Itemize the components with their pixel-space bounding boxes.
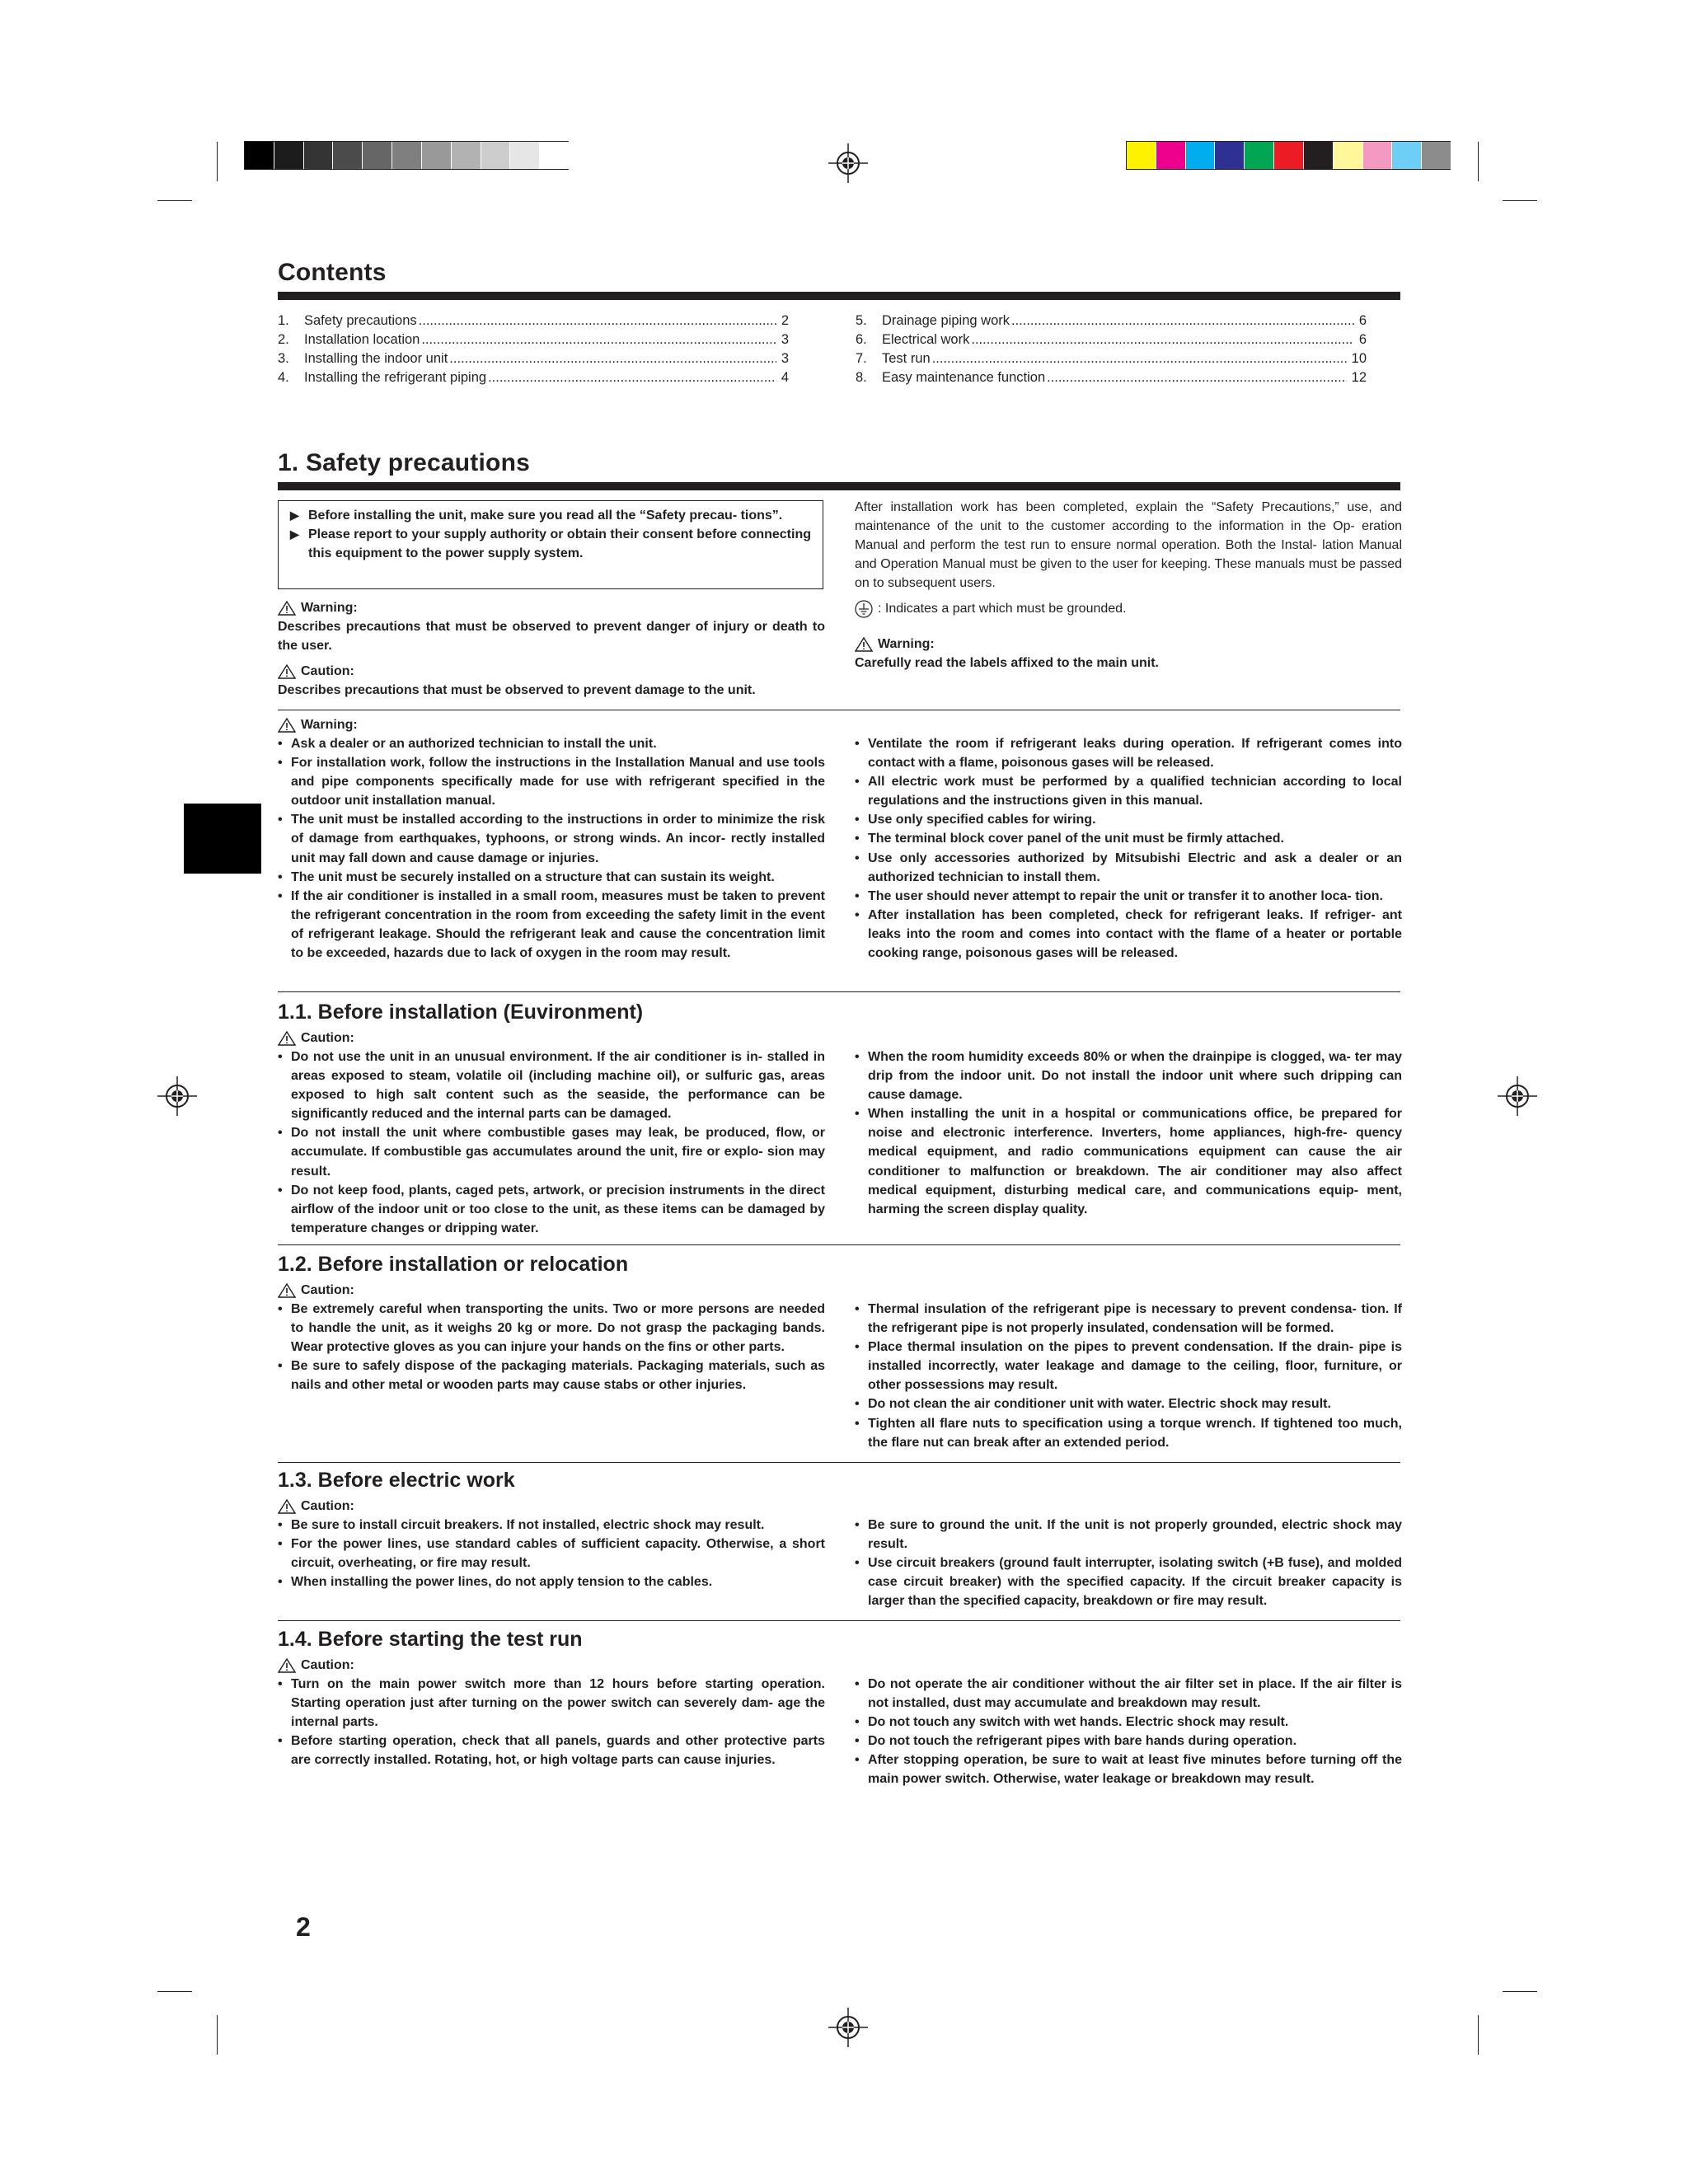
list-item: • The unit must be securely installed on a structure that can sustain its weight. [278,868,825,887]
contents-entry[interactable] [856,368,1367,387]
symbol-legend [278,598,825,700]
leader-dots [971,330,1353,349]
section-1-1-title: 1.1. Before installation (Euvironment) [278,1001,644,1024]
color-swatch [1245,142,1274,169]
color-swatch [1274,142,1304,169]
color-swatch [510,142,540,169]
bullet-list [278,734,825,963]
entry-number: 8. [856,370,867,385]
warning-list-right [855,734,1402,963]
list-item: • After stopping operation, be sure to wait at least five minutes before turning off the main power switch. Otherwise, water leakage or breakdown may result. [855,1750,1402,1788]
list-item: • Ventilate the room if refrigerant leaks during operation. If refrigerant comes into contact with a flame, poisonous gases will be released. [855,734,1402,772]
list-item: • After installation has been completed, check for refrigerant leaks. If refriger- ant leaks into the room and comes into contact with the flame of a heater or portable cooking range, poisonous gases will be released. [855,906,1402,963]
list-item: • Be sure to safely dispose of the packaging materials. Packaging materials, such as nails and other metal or wooden parts may cause stabs or other injuries. [278,1357,825,1394]
bullet-list [278,1047,825,1238]
divider [278,1620,1400,1621]
section-1-2-title: 1.2. Before installation or relocation [278,1253,629,1276]
bullet-list [278,1300,825,1394]
entry-number: 5. [856,313,867,328]
list-item: • All electric work must be performed by a qualified technician according to local regulations and the instructions given in this manual. [855,772,1402,810]
bullet-list [855,1675,1402,1789]
entry-label: Easy maintenance function [882,370,1046,385]
caution-heading [278,1281,825,1300]
entry-label: Electrical work [882,332,970,347]
entry-label: Test run [882,351,931,366]
list-item: • The terminal block cover panel of the unit must be firmly attached. [855,829,1402,848]
entry-label: Installation location [304,332,420,347]
crop-mark [157,1991,192,1992]
color-swatch [274,142,304,169]
entry-number: 1. [278,313,289,328]
contents-entry[interactable] [278,312,789,330]
entry-page: 6 [1358,313,1367,328]
safety-title: 1. Safety precautions [278,449,530,476]
important-notice-box [278,500,823,589]
bullet-list [855,1300,1402,1452]
color-swatch [1363,142,1393,169]
list-item: • Thermal insulation of the refrigerant pipe is necessary to prevent condensa- tion. If the refrigerant pipe is not properly insulated, condensation will be formed. [855,1300,1402,1338]
caution-triangle-icon [278,1283,296,1298]
entry-number: 6. [856,332,867,347]
section-1-4-right [855,1675,1402,1789]
color-swatch [1156,142,1186,169]
entry-number: 7. [856,351,867,366]
intro-column [855,498,1402,673]
warning-list-left [278,715,825,963]
contents-entry[interactable] [856,349,1367,368]
crop-mark [1503,200,1537,201]
divider [278,991,1400,992]
caution-triangle-icon [278,1499,296,1514]
section-1-2-right [855,1300,1402,1452]
warning-triangle-icon [278,718,296,733]
list-item: • Place thermal insulation on the pipes to prevent condensation. If the drain- pipe is installed incorrectly, water leakage and damage to the ceiling, floor, furniture, or other possessions may result. [855,1338,1402,1394]
page-number: 2 [296,1912,311,1942]
contents-list-left [278,312,789,387]
color-swatch [1392,142,1422,169]
list-item: • Be sure to install circuit breakers. If not installed, electric shock may result. [278,1516,825,1535]
list-item: • Use only accessories authorized by Mitsubishi Electric and ask a dealer or an authorized technician to install them. [855,849,1402,887]
ground-note [855,599,1402,618]
caution-heading [278,1656,825,1675]
list-item: • Use circuit breakers (ground fault interrupter, isolating switch (+B fuse), and molded case circuit breaker) with the specified capacity. If the circuit breaker capacity is larger than the specified capacity, breakdown or fire may result. [855,1554,1402,1610]
list-item: • Before starting operation, check that all panels, guards and other protective parts are correctly installed. Rotating, hot, or high voltage parts can cause injuries. [278,1732,825,1769]
registration-mark-icon [828,143,868,183]
color-swatch [245,142,274,169]
section-1-3-title: 1.3. Before electric work [278,1469,515,1492]
leader-dots [932,349,1347,368]
contents-entry[interactable] [856,312,1367,330]
bullet-list [278,1516,825,1591]
warning2-heading [855,635,1402,654]
caution-label: Caution: [301,1658,354,1672]
caution-triangle-icon [278,1658,296,1673]
language-tab [184,804,261,874]
list-item: • Do not clean the air conditioner unit with water. Electric shock may result. [855,1394,1402,1413]
entry-label: Safety precautions [304,313,417,328]
caution-label: Caution: [301,1499,354,1513]
list-item: • Turn on the main power switch more than 12 hours before starting operation. Starting operation just after turning on the power switch can severely dam- age the internal parts. [278,1675,825,1732]
contents-rule [278,292,1400,300]
leader-dots [421,330,776,349]
list-item: • Do not use the unit in an unusual environment. If the air conditioner is in- stalled in areas exposed to steam, volatile oil (including machine oil), or sulfuric gas, areas exposed to high salt content such as the seaside, the performance can be significantly reduced and the internal parts can be damaged. [278,1047,825,1123]
entry-page: 10 [1351,351,1367,366]
crop-mark [217,2015,218,2055]
color-swatch [1334,142,1363,169]
entry-label: Installing the refrigerant piping [304,370,487,385]
entry-number: 3. [278,351,289,366]
registration-mark-icon [157,1076,197,1116]
contents-title: Contents [278,259,387,286]
ground-note-text: : Indicates a part which must be grounded. [878,602,1127,616]
warning-heading [278,598,825,617]
bullet-list [855,734,1402,963]
color-swatch [540,142,570,169]
caution-triangle-icon [278,1031,296,1046]
crop-mark [1503,1991,1537,1992]
section-1-4-left [278,1656,825,1769]
crop-mark [217,142,218,181]
color-swatch [363,142,392,169]
color-swatch [422,142,452,169]
entry-page: 12 [1351,370,1367,385]
list-item: • When installing the unit in a hospital or communications office, be prepared for noise and electronic interference. Inverters, home appliances, high-fre- quency medical equipment, and radio communications equipment can cause the air conditioner to malfunction or breakdown. The air conditioner may also affect medical equipment, disturbing medical care, and communications equip- ment, harming the screen display quality. [855,1104,1402,1219]
list-item: • If the air conditioner is installed in a small room, measures must be taken to prevent the refrigerant concentration in the room from exceeding the safety limit in the event of refrigerant leakage. Should the refrigerant leak and cause the concentration limit to be exceeded, hazards due to lack of oxygen in the room may result. [278,887,825,963]
entry-page: 3 [781,332,789,347]
entry-page: 4 [781,370,789,385]
contents-entry[interactable] [278,330,789,349]
section-1-4-title: 1.4. Before starting the test run [278,1628,583,1651]
color-swatch [304,142,334,169]
registration-mark-icon [1498,1076,1537,1116]
leader-dots [488,368,776,387]
leader-dots [1011,312,1354,330]
caution-description: Describes precautions that must be observed to prevent damage to the unit. [278,683,756,698]
list-item: • The unit must be installed according to the instructions in order to minimize the risk of damage from earthquakes, typhoons, or strong winds. An incor- rectly installed unit may fall down and cause damage or injuries. [278,810,825,867]
list-item: • When the room humidity exceeds 80% or when the drainpipe is clogged, wa- ter may drip from the indoor unit. Do not install the indoor unit where such dripping can cause damage. [855,1047,1402,1104]
caution-heading [278,662,825,681]
color-swatch [333,142,363,169]
entry-page: 2 [781,313,789,328]
list-item: • Use only specified cables for wiring. [855,810,1402,829]
color-swatch [481,142,511,169]
caution-heading [278,1029,825,1047]
color-swatch [1215,142,1245,169]
caution-heading [278,1497,825,1516]
list-item: • For installation work, follow the instructions in the Installation Manual and use tools and pipe components specifically made for use with refrigerant specified in the outdoor unit installation manual. [278,753,825,810]
section-1-2-left [278,1281,825,1394]
warning-triangle-icon [278,601,296,616]
warning-label: Warning: [301,601,358,615]
entry-page: 6 [1358,332,1367,347]
bullet-list [855,1047,1402,1219]
crop-mark [1478,142,1479,181]
list-item: • Do not operate the air conditioner without the air filter set in place. If the air filter is not installed, dust may accumulate and breakdown may result. [855,1675,1402,1713]
caution-label: Caution: [301,664,354,679]
leader-dots [1047,368,1347,387]
list-item: • The user should never attempt to repair the unit or transfer it to another loca- tion. [855,887,1402,906]
section-1-1-right [855,1047,1402,1219]
warning-description: Describes precautions that must be observed to prevent danger of injury or death to the user. [278,620,825,654]
warning-list-label: Warning: [301,718,358,732]
divider [278,1462,1400,1463]
entry-page: 3 [781,351,789,366]
color-swatch [392,142,422,169]
entry-number: 4. [278,370,289,385]
section-1-1-left [278,1029,825,1238]
caution-label: Caution: [301,1283,354,1297]
color-swatch [1186,142,1216,169]
list-item: • Do not touch any switch with wet hands. Electric shock may result. [855,1713,1402,1732]
divider [278,1244,1400,1245]
section-1-3-right [855,1516,1402,1610]
list-item: • Be sure to ground the unit. If the unit is not properly grounded, electric shock may result. [855,1516,1402,1554]
intro-text: After installation work has been completed, explain the “Safety Precautions,” use, and maintenance of the unit to the customer according to the information in the Op- eration Manual and perform the test run to ensure normal operation. Both the Instal- lation Manual and Operation Manual must be given to the user for keeping. These manuals must be passed on to subsequent users. [855,500,1402,591]
ground-symbol-icon [855,600,873,618]
warning2-description: Carefully read the labels affixed to the main unit. [855,656,1159,671]
entry-label: Drainage piping work [882,313,1010,328]
section-1-3-left [278,1497,825,1591]
color-swatch [1304,142,1334,169]
color-swatch [452,142,481,169]
contents-entry[interactable] [278,349,789,368]
list-item: • Be extremely careful when transporting the units. Two or more persons are needed to handle the unit, as it weighs 20 kg or more. Do not grasp the packaging bands. Wear protective gloves as you can injure your hands on the fins or other parts. [278,1300,825,1357]
safety-rule [278,482,1400,490]
entry-number: 2. [278,332,289,347]
color-swatch [1127,142,1156,169]
leader-dots [449,349,776,368]
bullet-list [855,1516,1402,1610]
list-item: • Do not touch the refrigerant pipes with bare hands during operation. [855,1732,1402,1750]
registration-mark-icon [828,2008,868,2047]
warning2-label: Warning: [878,637,935,652]
warning-triangle-icon [855,637,873,652]
contents-entry[interactable] [278,368,789,387]
list-item: • Ask a dealer or an authorized technician to install the unit. [278,734,825,753]
notice-item: ▶ Before installing the unit, make sure you read all the “Safety precau- tions”. [290,506,811,525]
caution-triangle-icon [278,664,296,679]
list-item: • Do not install the unit where combustible gases may leak, be produced, flow, or accumulate. If combustible gas accumulates around the unit, fire or explo- sion may result. [278,1123,825,1180]
caution-label: Caution: [301,1031,354,1045]
bullet-list [278,1675,825,1769]
list-item: • For the power lines, use standard cables of sufficient capacity. Otherwise, a short circuit, overheating, or fire may result. [278,1535,825,1572]
contents-list-right [856,312,1367,387]
list-item: • Tighten all flare nuts to specification using a torque wrench. If tightened too much, the flare nut can break after an extended period. [855,1414,1402,1452]
color-swatch [1422,142,1451,169]
list-item: • Do not keep food, plants, caged pets, artwork, or precision instruments in the direct airflow of the indoor unit or too close to the unit, as these items can be damaged by temperature changes or dripping water. [278,1181,825,1238]
entry-label: Installing the indoor unit [304,351,448,366]
contents-entry[interactable] [856,330,1367,349]
crop-mark [157,200,192,201]
list-item: • When installing the power lines, do not apply tension to the cables. [278,1572,825,1591]
leader-dots [419,312,776,330]
notice-item: ▶ Please report to your supply authority or obtain their consent before connecting this equipment to the power supply system. [290,525,811,563]
crop-mark [1478,2015,1479,2055]
warning-list-heading [278,715,825,734]
